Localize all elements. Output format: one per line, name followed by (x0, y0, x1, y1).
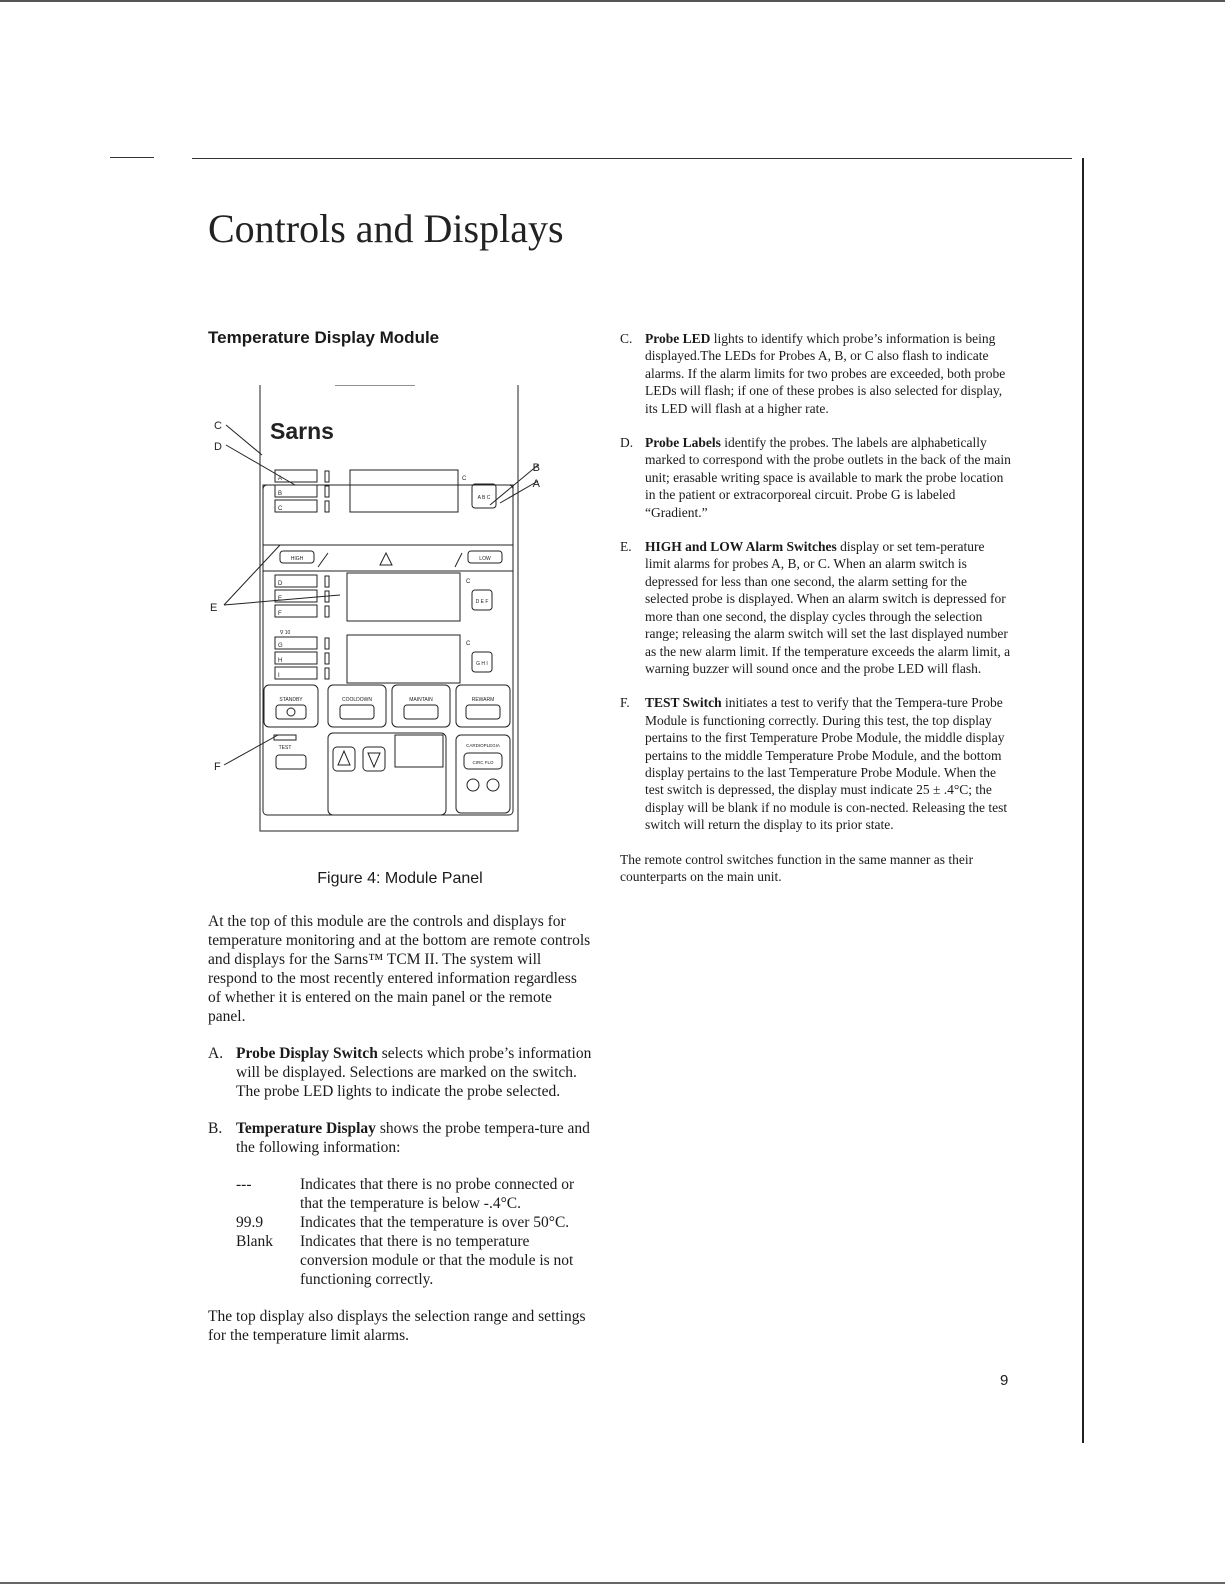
page-title: Controls and Displays (208, 206, 564, 251)
standby-switch-housing (264, 685, 318, 727)
svg-text:COOLDOWN: COOLDOWN (342, 697, 372, 703)
definition-row: --- Indicates that there is no probe connected or that the temperature is below -.4°C. (236, 1176, 575, 1212)
alarm-triangle-icon (380, 553, 392, 565)
section-title: Temperature Display Module (208, 328, 440, 347)
callout-a: A (532, 478, 540, 490)
standby-switch (276, 705, 306, 719)
power-icon (287, 708, 295, 716)
page-number: 9 (1000, 1372, 1009, 1389)
svg-text:TEST: TEST (278, 745, 292, 751)
svg-text:HIGH: HIGH (290, 556, 304, 562)
list-item-f: F. TEST Switch initiates a test to verify that the Tempera-ture Probe Module is functioning correctly. During this test, the top display pertains to the first Temperature Probe Module, the middle display pertains to the middle Temperature Probe Module, and the bottom display pertains to the last Temperature Probe Module. When the test switch is depressed, the display must indicate 25 ± .4°C; the display will be blank if no module is con-nected. Releasing the test switch will return the display to its prior state. (620, 695, 1008, 833)
remote-bottom-row (274, 733, 510, 815)
rewarm-switch-housing (456, 685, 510, 727)
closing-paragraph-left: The top display also displays the selection range and settings for the temperature limit alarms. (208, 1308, 586, 1344)
svg-text:CIRC FLO: CIRC FLO (472, 760, 494, 765)
leader-c (226, 425, 262, 455)
svg-text:LOW: LOW (479, 556, 491, 562)
svg-text:B: B (278, 491, 283, 497)
probe-group-abc (275, 470, 496, 512)
rewarm-switch (466, 705, 500, 719)
maintain-switch (404, 705, 438, 719)
svg-text:C: C (466, 579, 471, 585)
test-switch (276, 755, 306, 769)
cooldown-switch (340, 705, 374, 719)
figure-caption: Figure 4: Module Panel (317, 870, 483, 887)
svg-text:CARDIOPLEGIA: CARDIOPLEGIA (466, 743, 500, 748)
closing-paragraph-right: The remote control switches function in the same manner as their counterparts on the main unit. (620, 851, 974, 884)
cooldown-switch-housing (328, 685, 386, 727)
probe-group-ghi (275, 630, 492, 683)
left-column (208, 912, 593, 1363)
probe-led-b (325, 486, 329, 497)
setpoint-display (395, 735, 443, 767)
remote-control-row (264, 685, 510, 727)
right-column (620, 330, 1012, 885)
sarns-logo: Sarns (270, 418, 334, 444)
svg-text:A B C: A B C (477, 495, 491, 501)
svg-text:H: H (278, 658, 283, 664)
list-item-c: C. Probe LED lights to identify which probe’s information is being displayed.The LEDs for Probes A, B, or C also flash to indicate alarms. If the alarm limits for two probes are exceeded, both probe LEDs will flash; if one of these probes is also selected for display, its LED will flash at a higher rate. (620, 331, 1006, 416)
probe-label-i (275, 667, 317, 679)
svg-text:E: E (278, 596, 283, 602)
list-item-e: E. HIGH and LOW Alarm Switches display or set tem-perature limit alarms for probes A, B, or C. When an alarm switch is depressed for less than one second, the alarm setting for the selected probe is displayed. When an alarm switch is depressed for more than one second, the display cycles through the selection range; releasing the alarm switch will set the last displayed number as the new alarm limit. If the temperature exceeds the alarm limit, a warning buzzer will sound once and the probe LED will flash. (620, 539, 1011, 676)
svg-text:C: C (278, 506, 283, 512)
callout-b: B (532, 462, 540, 474)
top-display-section (263, 485, 513, 545)
up-arrow-icon (338, 751, 350, 765)
list-item-d: D. Probe Labels identify the probes. The labels are alphabetically marked to correspond with the probe outlets in the back of the main unit; erasable writing space is available to mark the probe location in the patient or extracorporeal circuit. Probe G is labeled “Gradient.” (620, 435, 1011, 520)
intro-paragraph: At the top of this module are the controls and displays for temperature monitoring and at the bottom are remote controls and displays for the Sarns™ TCM II. The system will respond to the most recently entered information regardless of whether it is entered on the main panel or the remote panel. (208, 913, 591, 1025)
maintain-switch-housing (392, 685, 450, 727)
svg-text:MAINTAIN: MAINTAIN (409, 697, 433, 703)
page-edge-rule (1082, 158, 1084, 1443)
callout-f: F (214, 761, 221, 773)
panel-body (263, 485, 513, 815)
svg-text:F: F (278, 611, 282, 617)
svg-text:G H I: G H I (476, 661, 488, 667)
list-item-a: A. Probe Display Switch selects which probe’s information will be displayed. Selections are marked on the switch. The probe LED lights to indicate the probe selected. (208, 1045, 592, 1100)
svg-text:C: C (466, 641, 471, 647)
module-panel-figure (200, 385, 540, 845)
bottom-temperature-display (347, 635, 460, 683)
callout-c: C (214, 420, 222, 432)
header-rule (192, 158, 1072, 159)
middle-temperature-display (347, 573, 460, 621)
probe-led-a (325, 471, 329, 482)
callout-d: D (214, 441, 222, 453)
svg-text:G: G (278, 643, 283, 649)
gradient-tag: ∇ 10 (280, 630, 291, 636)
svg-text:D: D (278, 581, 283, 587)
probe-led-c (325, 501, 329, 512)
timer-reset-icon (487, 779, 499, 791)
definition-row: Blank Indicates that there is no temperature conversion module or that the module is not functioning correctly. (236, 1233, 574, 1288)
top-scan-edge (0, 0, 1225, 2)
top-temperature-display (350, 470, 458, 512)
svg-text:A: A (278, 476, 283, 482)
svg-text:STANDBY: STANDBY (279, 697, 303, 703)
callout-e: E (210, 602, 218, 614)
high-alarm-icon (318, 553, 328, 567)
bottom-scan-edge (0, 1582, 1225, 1584)
low-alarm-icon (455, 553, 462, 567)
margin-rule (110, 157, 154, 158)
list-item-b: B. Temperature Display shows the probe tempera-ture and the following information: (208, 1120, 590, 1156)
svg-text:C: C (462, 476, 467, 482)
down-arrow-icon (368, 753, 380, 767)
definition-row: 99.9 Indicates that the temperature is over 50°C. (236, 1214, 570, 1231)
setpoint-panel (328, 733, 446, 815)
leader-e-1 (224, 545, 283, 605)
svg-text:I: I (278, 673, 280, 679)
timer-start-icon (467, 779, 479, 791)
svg-text:D E F: D E F (475, 599, 489, 605)
svg-text:REWARM: REWARM (471, 697, 495, 703)
leader-f (224, 735, 278, 765)
display-indications (236, 1175, 593, 1289)
probe-group-def (275, 573, 492, 621)
